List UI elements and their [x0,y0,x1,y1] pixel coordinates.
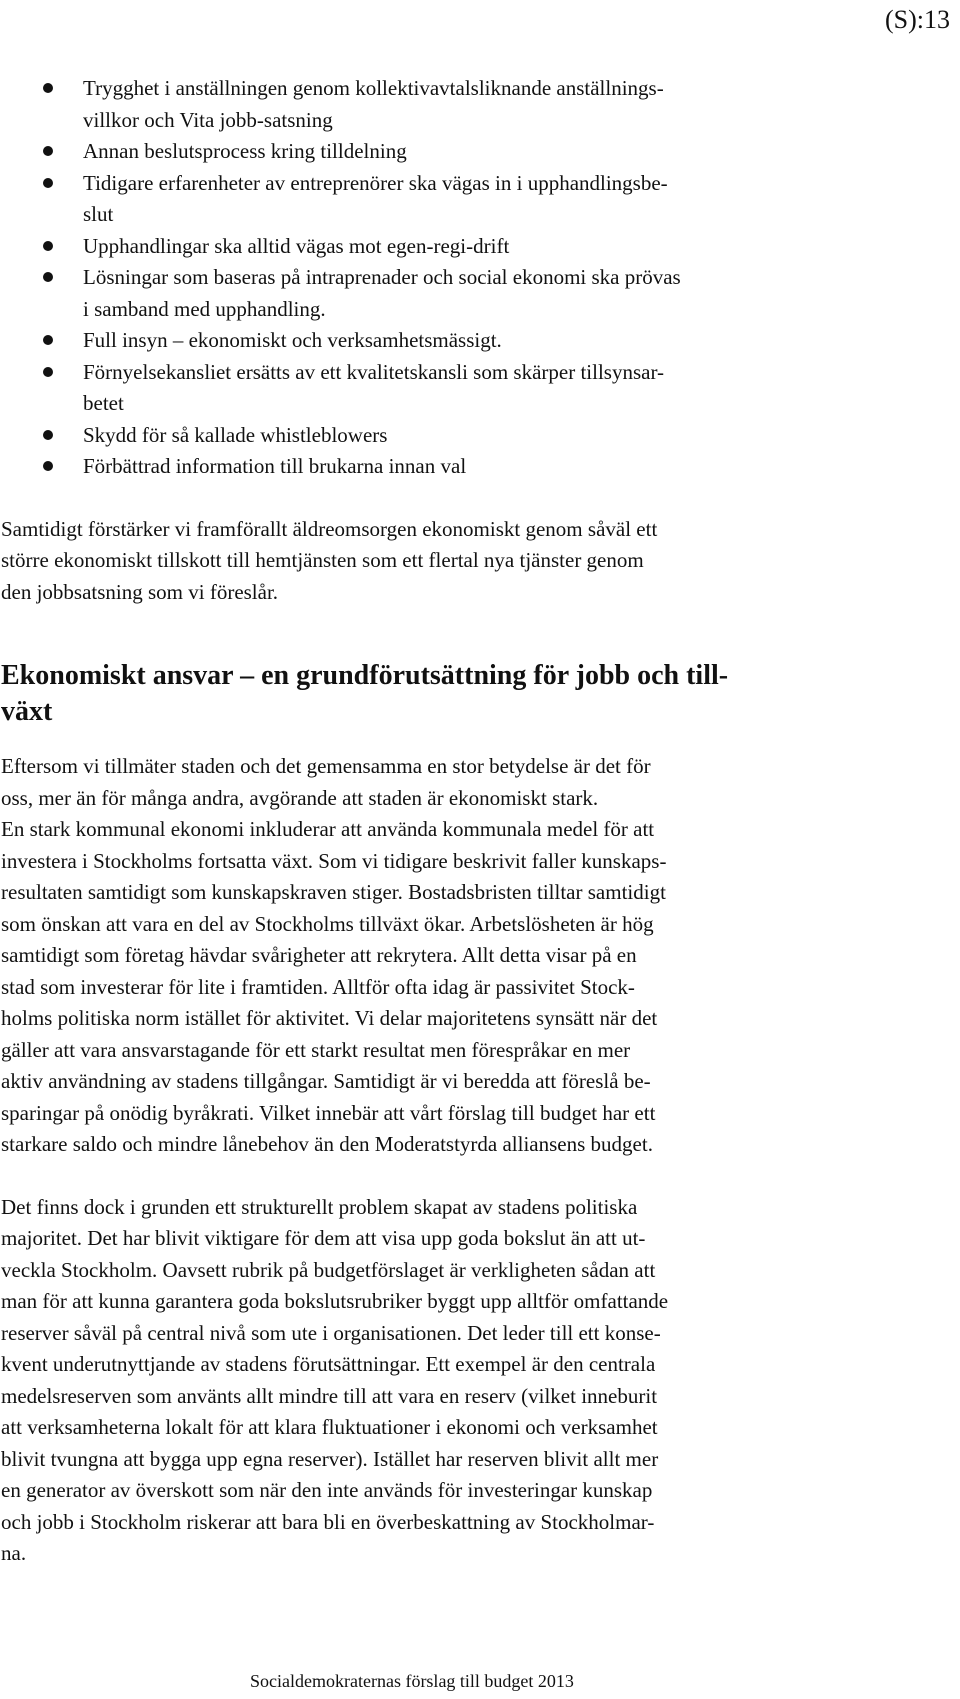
bullet-text-line: Lösningar som baseras på intraprenader och social ekonomi ska prövas [83,265,681,289]
document-body [0,73,960,1570]
bullet-dot-icon [43,272,53,282]
paragraph-line: den jobbsatsning som vi föreslår. [1,579,279,604]
paragraph-line: majoritet. Det har blivit viktigare för dem att visa upp goda bokslut än att ut- [1,1226,646,1250]
bullet-dot-icon [43,178,53,188]
bullet-text-line: Upphandlingar ska alltid vägas mot egen-regi-drift [83,233,510,258]
page-footer: Socialdemokraternas förslag till budget 2013 [250,1671,574,1691]
paragraph-line: investera i Stockholms fortsatta växt. Som vi tidigare beskrivit faller kunskaps- [1,848,667,873]
bullet-dot-icon [43,461,53,471]
bullet-text-line: Annan beslutsprocess kring tilldelning [83,139,407,163]
bullet-text-line: Trygghet i anställningen genom kollektivavtalsliknande anställnings- [83,76,664,100]
paragraph-line: na. [1,1541,27,1565]
bullet-text-line: i samband med upphandling. [83,296,326,321]
bullet-text-line: Tidigare erfarenheter av entreprenörer ska vägas in i upphandlingsbe- [83,170,668,195]
paragraph-structural-problem [1,1192,876,1570]
paragraph-line: gäller att vara ansvarstagande för ett starkt resultat men förespråkar en mer [1,1037,631,1062]
paragraph-line: holms politiska norm istället för aktivitet. Vi delar majoritetens synsätt när det [1,1006,658,1030]
paragraph-line: medelsreserven som använts allt mindre till att vara en reserv (vilket inneburit [1,1383,658,1408]
paragraph-line: en generator av överskott som när den inte används för investeringar kunskap [1,1478,653,1502]
paragraph-line: aktiv användning av stadens tillgångar. Samtidigt är vi beredda att föreslå be- [1,1069,651,1093]
bullet-dot-icon [43,241,53,251]
bullet-dot-icon [43,335,53,345]
paragraph-line: att verksamheterna lokalt för att klara fluktuationer i ekonomi och verksamhet [1,1415,658,1439]
paragraph-line: som önskan att vara en del av Stockholms tillväxt ökar. Arbetslösheten är hög [1,911,654,936]
bullet-item [0,168,858,231]
bullet-text-line: Förbättrad information till brukarna innan val [83,454,467,478]
bullet-dot-icon [43,430,53,440]
paragraph-line: resultaten samtidigt som kunskapskraven stiger. Bostadsbristen tilltar samtidigt [1,880,666,904]
paragraph-elderly-care [1,514,876,609]
bullet-dot-icon [43,146,53,156]
bullet-item [0,73,858,136]
paragraph-line: starkare saldo och mindre lånebehov än den Moderatstyrda alliansens budget. [1,1132,653,1156]
bullet-text-line: Förnyelsekansliet ersätts av ett kvalitetskansli som skärper tillsynsar- [83,359,665,384]
paragraph-line: reserver såväl på central nivå som ute i organisationen. Det leder till ett konse- [1,1320,661,1345]
paragraph-line: Samtidigt förstärker vi framförallt äldreomsorgen ekonomiskt genom såväl ett [1,516,658,541]
page-number: (S):13 [885,5,950,34]
bullet-item [0,136,858,168]
paragraph-line: stad som investerar för lite i framtiden. Alltför ofta idag är passivitet Stock- [1,974,635,999]
bullet-item [0,262,858,325]
bullet-text-line: Skydd för så kallade whistleblowers [83,422,388,447]
paragraph-line: Det finns dock i grunden ett strukturellt problem skapat av stadens politiska [1,1194,638,1219]
paragraph-line: Eftersom vi tillmäter staden och det gemensamma en stor betydelse är det för [1,754,651,778]
bullet-item [0,325,858,357]
paragraph-line: oss, mer än för många andra, avgörande att staden är ekonomiskt stark. [1,785,599,810]
bullet-item [0,420,858,452]
paragraph-line: kvent underutnyttjande av stadens förutsättningar. Ett exempel är den centrala [1,1352,656,1376]
heading-line: växt [1,696,53,727]
bullet-list [0,73,960,483]
paragraph-line: En stark kommunal ekonomi inkluderar att använda kommunala medel för att [1,817,655,841]
bullet-dot-icon [43,83,53,93]
paragraph-line: större ekonomiskt tillskott till hemtjänsten som ett flertal nya tjänster genom [1,548,644,572]
bullet-item [0,357,858,420]
paragraph-line: sparingar på onödig byråkrati. Vilket innebär att vårt förslag till budget har ett [1,1100,656,1125]
bullet-text-line: villkor och Vita jobb-satsning [83,107,333,132]
bullet-text-line: betet [83,391,124,415]
paragraph-line: veckla Stockholm. Oavsett rubrik på budgetförslaget är verkligheten sådan att [1,1257,656,1282]
paragraph-line: och jobb i Stockholm riskerar att bara bli en överbeskattning av Stockholmar- [1,1509,655,1534]
bullet-text-line: slut [83,202,114,226]
paragraph-line: man för att kunna garantera goda bokslutsrubriker byggt upp alltför omfattande [1,1289,669,1313]
paragraph-economic-responsibility [1,751,876,1161]
bullet-dot-icon [43,367,53,377]
bullet-item [0,451,858,483]
paragraph-line: samtidigt som företag hävdar svårigheter att rekrytera. Allt detta visar på en [1,943,637,967]
bullet-item [0,231,858,263]
heading-line: Ekonomiskt ansvar – en grundförutsättning för jobb och till- [1,660,729,691]
section-heading [1,658,960,730]
paragraph-line: blivit tvungna att bygga upp egna reserver). Istället har reserven blivit allt mer [1,1446,659,1471]
bullet-text-line: Full insyn – ekonomiskt och verksamhetsmässigt. [83,328,502,352]
